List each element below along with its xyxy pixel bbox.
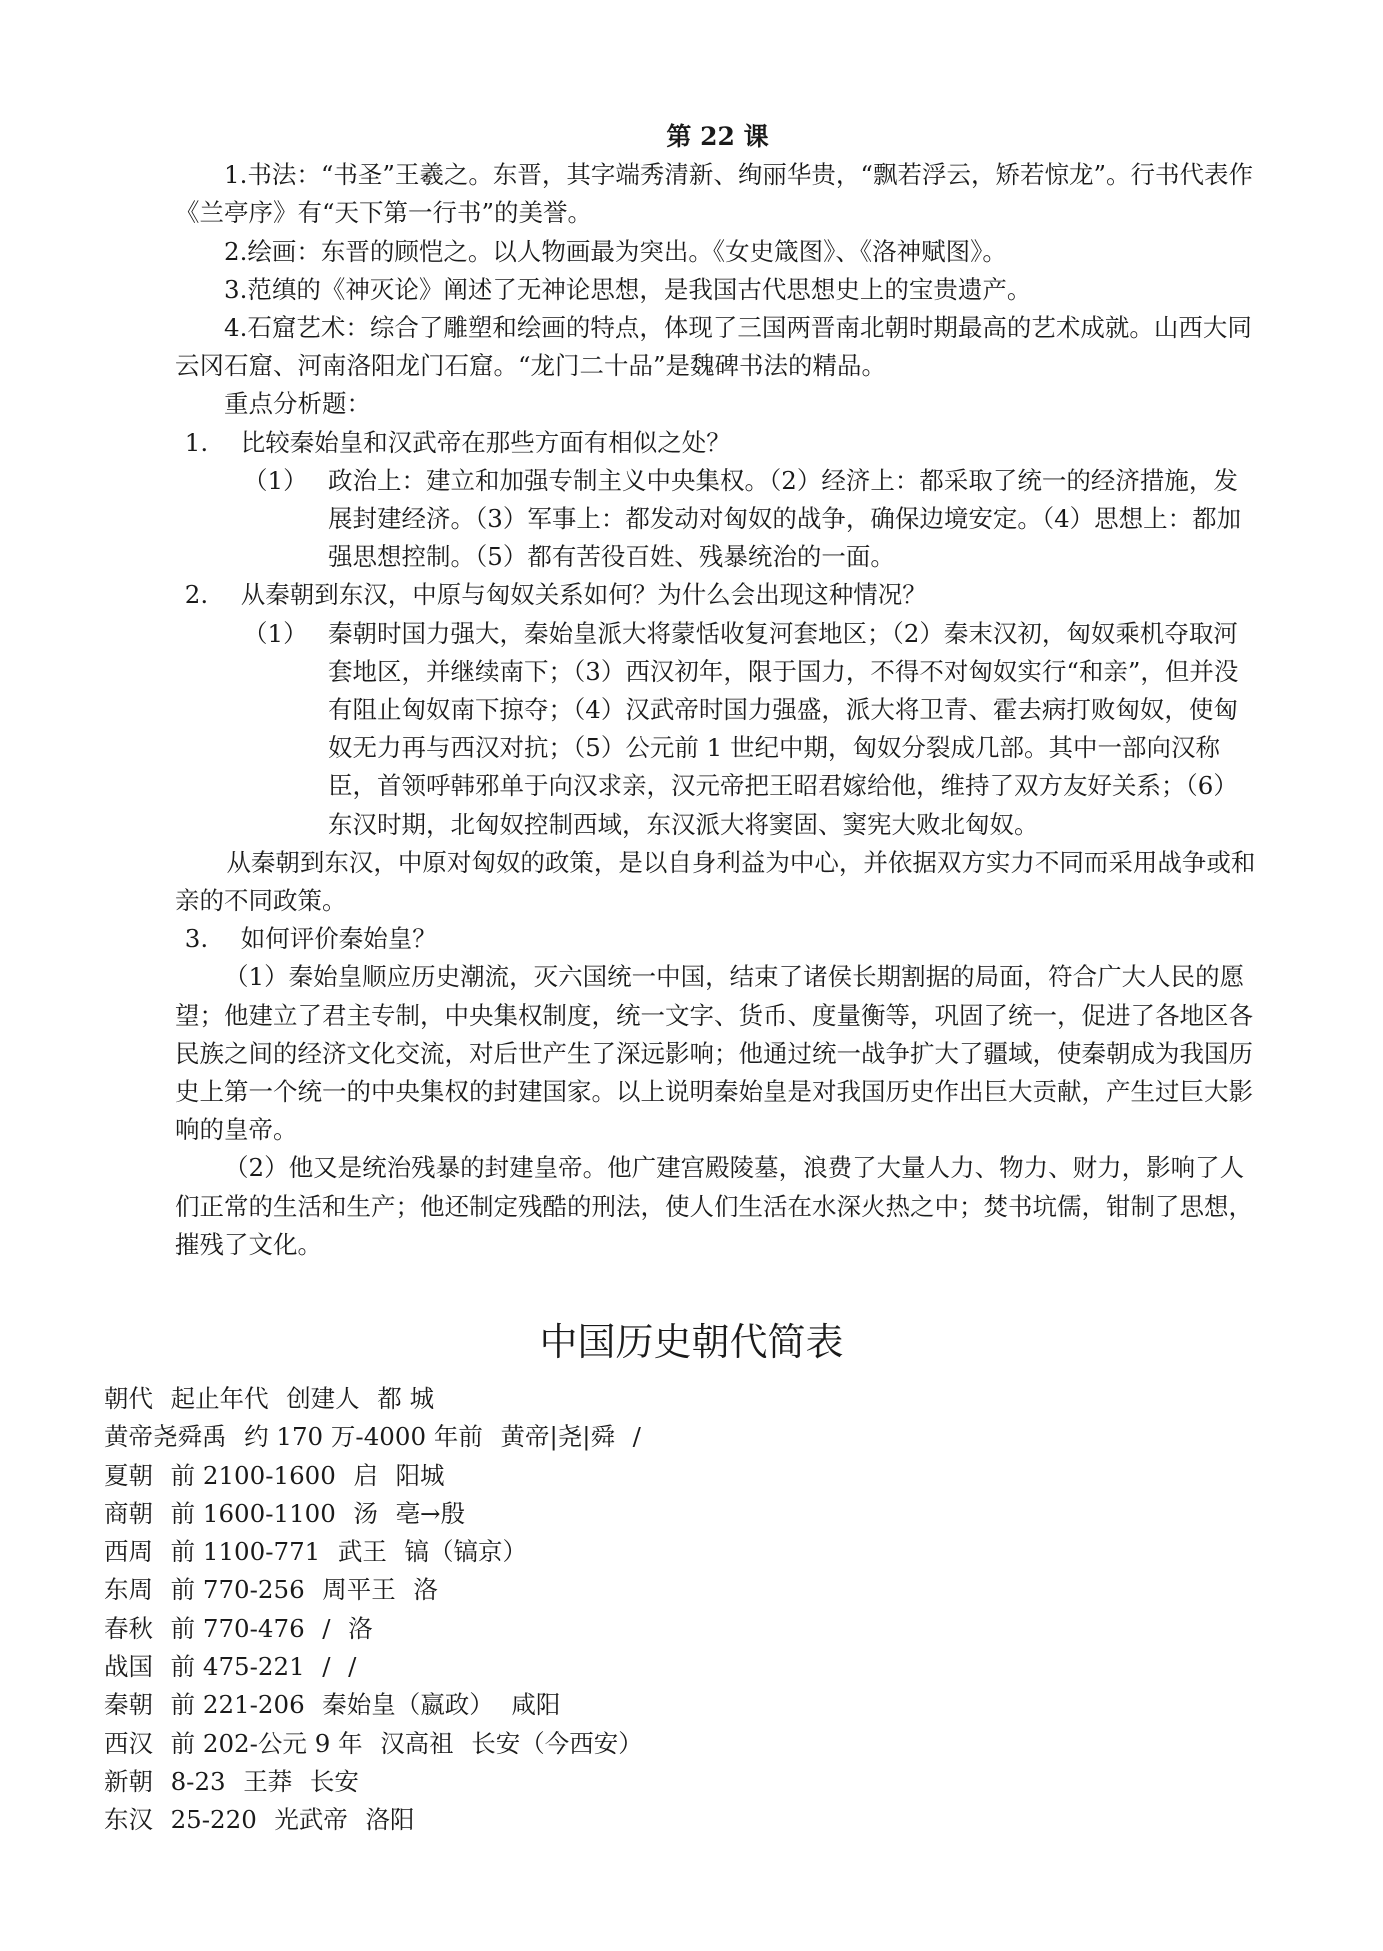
dynasty-table-title: 中国历史朝代简表 <box>539 1320 844 1364</box>
period-cell: 前 221-206 <box>170 1690 305 1720</box>
table-row <box>104 1763 653 1801</box>
table-row <box>104 1571 653 1609</box>
paragraph-painting: 2.绘画：东晋的顾恺之。以人物画最为突出。《女史箴图》、《洛神赋图》。 <box>224 236 1007 266</box>
dynasty-table <box>104 1380 653 1840</box>
table-row <box>104 1648 653 1686</box>
header-cell: 创建人 <box>286 1384 360 1413</box>
question-number: 1. <box>184 427 209 457</box>
dynasty-cell: 东周 <box>104 1575 153 1605</box>
founder-cell: 王莽 <box>243 1766 293 1796</box>
table-row <box>104 1725 653 1763</box>
period-cell: 前 770-476 <box>170 1613 305 1643</box>
capital-cell: 亳→殷 <box>395 1498 466 1528</box>
capital-cell: 长安（今西安） <box>471 1728 643 1758</box>
header-cell: 都 城 <box>377 1384 435 1413</box>
question-number: 3. <box>184 924 209 954</box>
capital-cell: / <box>632 1422 641 1452</box>
question-text: 如何评价秦始皇？ <box>240 924 437 954</box>
capital-cell: 洛阳 <box>365 1805 415 1835</box>
founder-cell: 光武帝 <box>274 1805 348 1835</box>
period-cell: 约 170 万-4000 年前 <box>244 1422 483 1452</box>
capital-cell: 洛 <box>348 1613 373 1643</box>
answer-2-conclusion: 从秦朝到东汉，中原对匈奴的政策，是以自身利益为中心，并依据双方实力不同而采用战争或和亲的不同政策。 <box>175 847 1256 916</box>
question-text: 比较秦始皇和汉武帝在那些方面有相似之处？ <box>240 427 731 457</box>
founder-cell: / <box>322 1613 331 1643</box>
founder-cell: 武王 <box>337 1537 387 1567</box>
lesson-title: 第 22 课 <box>666 122 769 151</box>
paragraph-calligraphy: 1.书法：“书圣”王羲之。东晋，其字端秀清新、绚丽华贵，“飘若浮云，矫若惊龙”。行书代表作《兰亭序》有“天下第一行书”的美誉。 <box>175 160 1253 228</box>
table-row <box>104 1418 653 1456</box>
dynasty-cell: 战国 <box>104 1652 153 1682</box>
lesson-notes <box>175 118 1260 1264</box>
answer-text: 秦朝时国力强大，秦始皇派大将蒙恬收复河套地区；（2）秦末汉初，匈奴乘机夺取河套地区，并继续南下；（3）西汉初年，限于国力，不得不对匈奴实行“和亲”，但并没有阻止匈奴南下掠夺；（4）汉武帝时国力强盛，派大将卫青、霍去病打败匈奴，使匈奴无力再与西汉对抗；（5）公元前 1 世纪中期，匈奴分裂成几部。其中一部向汉称臣，首领呼韩邪单于向汉求亲，汉元帝把王昭君嫁给他，维持了双方友好关系；（6）东汉时期，北匈奴控制西域，东汉派大将窦固、窦宪大败北匈奴。 <box>328 618 1239 839</box>
answer-number: （1） <box>243 618 308 648</box>
dynasty-cell: 西汉 <box>104 1728 153 1758</box>
founder-cell: 汉高祖 <box>380 1728 454 1758</box>
question-number: 2. <box>184 580 209 610</box>
capital-cell: 长安 <box>309 1766 359 1796</box>
founder-cell: 汤 <box>353 1498 378 1528</box>
period-cell: 前 475-221 <box>170 1652 305 1682</box>
analysis-heading: 重点分析题： <box>224 389 371 419</box>
capital-cell: 洛 <box>413 1575 438 1605</box>
table-row <box>104 1533 653 1571</box>
question-text: 从秦朝到东汉，中原与匈奴关系如何？为什么会出现这种情况？ <box>240 580 927 610</box>
table-row <box>104 1610 653 1648</box>
dynasty-cell: 黄帝尧舜禹 <box>104 1422 227 1452</box>
question-1 <box>185 424 1260 462</box>
dynasty-cell: 秦朝 <box>104 1690 153 1720</box>
table-row <box>104 1495 653 1533</box>
period-cell: 前 770-256 <box>170 1575 305 1605</box>
period-cell: 前 202-公元 9 年 <box>170 1728 363 1758</box>
answer-3-part-1: （1）秦始皇顺应历史潮流，灭六国统一中国，结束了诸侯长期割据的局面，符合广大人民的愿望；他建立了君主专制，中央集权制度，统一文字、货币、度量衡等，巩固了统一，促进了各地区各民族之间的经济文化交流，对后世产生了深远影响；他通过统一战争扩大了疆域，使秦朝成为我国历史上第一个统一的中央集权的封建国家。以上说明秦始皇是对我国历史作出巨大贡献，产生过巨大影响的皇帝。 <box>175 962 1253 1145</box>
table-header-row <box>104 1380 653 1418</box>
header-cell: 起止年代 <box>170 1384 269 1413</box>
period-cell: 25-220 <box>170 1805 257 1835</box>
question-3 <box>185 920 1260 958</box>
answer-text: 政治上：建立和加强专制主义中央集权。（2）经济上：都采取了统一的经济措施，发展封建经济。（3）军事上：都发动对匈奴的战争，确保边境安定。（4）思想上：都加强思想控制。（5）都有苦役百姓、残暴统治的一面。 <box>328 465 1242 572</box>
founder-cell: 秦始皇（嬴政） <box>322 1690 494 1720</box>
answer-number: （1） <box>243 465 308 495</box>
period-cell: 前 1100-771 <box>170 1537 321 1567</box>
dynasty-cell: 东汉 <box>104 1805 153 1835</box>
paragraph-shenmielun: 3.范缜的《神灭论》阐述了无神论思想，是我国古代思想史上的宝贵遗产。 <box>224 274 1032 304</box>
answer-3-part-2: （2）他又是统治残暴的封建皇帝。他广建宫殿陵墓，浪费了大量人力、物力、财力，影响了人们正常的生活和生产；他还制定残酷的刑法，使人们生活在水深火热之中；焚书坑儒，钳制了思想，摧残了文化。 <box>175 1153 1253 1259</box>
dynasty-cell: 春秋 <box>104 1613 153 1643</box>
capital-cell: 阳城 <box>395 1460 445 1490</box>
dynasty-cell: 西周 <box>104 1537 153 1567</box>
table-row <box>104 1457 653 1495</box>
founder-cell: / <box>322 1652 331 1682</box>
question-2 <box>185 576 1260 614</box>
dynasty-cell: 新朝 <box>104 1766 153 1796</box>
table-row <box>104 1686 653 1724</box>
founder-cell: 启 <box>353 1460 378 1490</box>
founder-cell: 黄帝|尧|舜 <box>500 1422 615 1452</box>
dynasty-cell: 夏朝 <box>104 1460 153 1490</box>
capital-cell: / <box>348 1652 357 1682</box>
period-cell: 前 1600-1100 <box>170 1498 336 1528</box>
dynasty-cell: 商朝 <box>104 1498 153 1528</box>
answer-2 <box>243 615 1260 844</box>
table-row <box>104 1801 653 1839</box>
period-cell: 前 2100-1600 <box>170 1460 336 1490</box>
capital-cell: 咸阳 <box>511 1690 561 1720</box>
header-cell: 朝代 <box>104 1384 153 1413</box>
founder-cell: 周平王 <box>322 1575 396 1605</box>
period-cell: 8-23 <box>170 1766 226 1796</box>
paragraph-grotto-art: 4.石窟艺术：综合了雕塑和绘画的特点，体现了三国两晋南北朝时期最高的艺术成就。山西大同云冈石窟、河南洛阳龙门石窟。“龙门二十品”是魏碑书法的精品。 <box>175 313 1252 381</box>
answer-1 <box>243 462 1260 577</box>
capital-cell: 镐（镐京） <box>404 1537 527 1567</box>
